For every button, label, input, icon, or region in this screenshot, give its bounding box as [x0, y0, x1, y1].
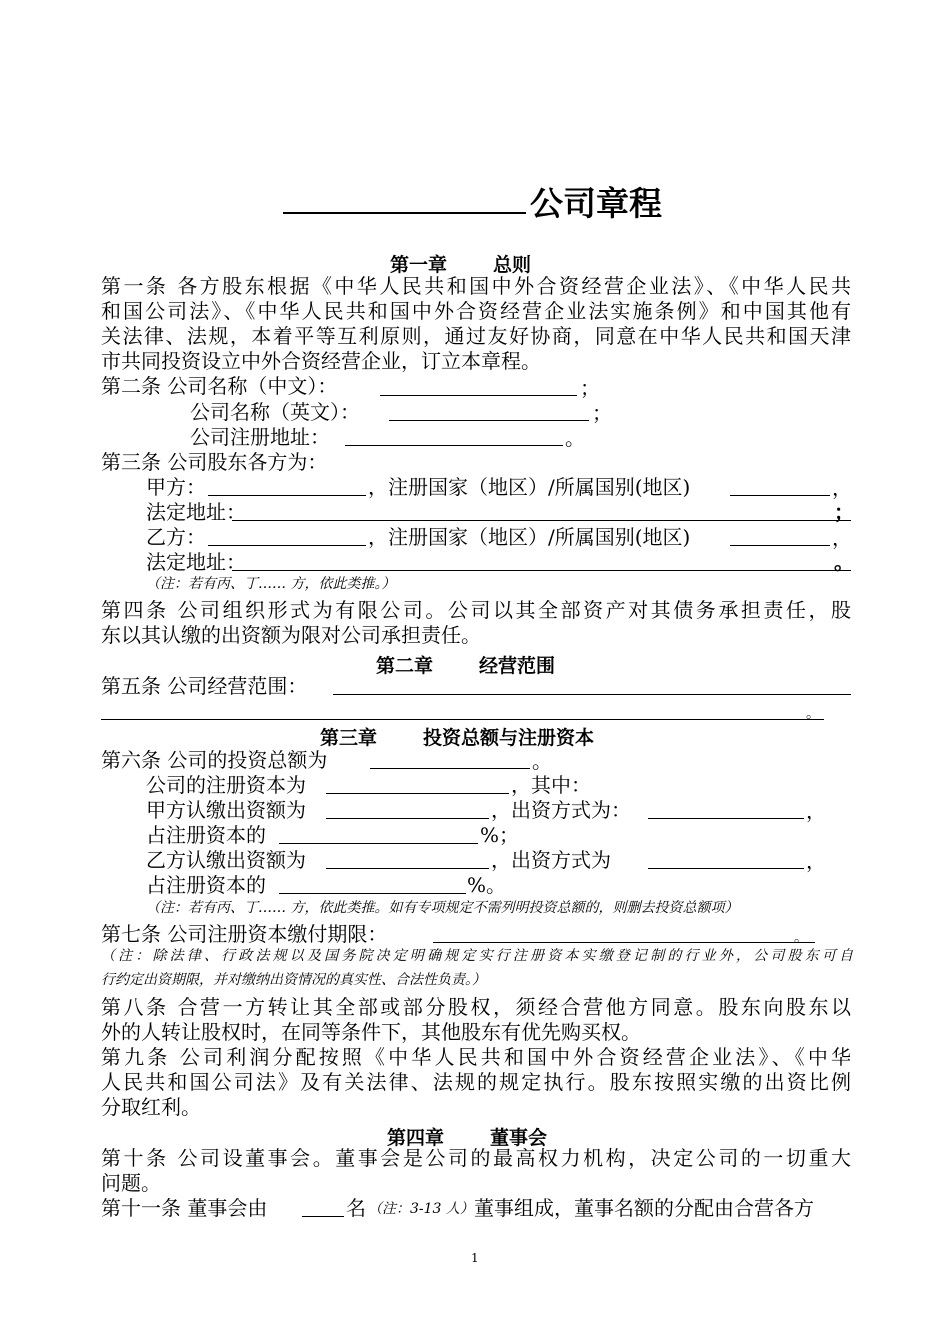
article-11-line-1: 第十一条 董事会由	[101, 1196, 268, 1220]
article-1-line-2: 和国公司法》、《中华人民共和国中外合资经营企业法实施条例》和中国其他有	[101, 299, 851, 323]
article-1-line-1: 第一条 各方股东根据《中华人民共和国中外合资经营企业法》、《中华人民共	[101, 274, 851, 298]
business-scope-blank-2	[101, 719, 824, 720]
article-1-line-4: 市共同投资设立中外合资经营企业，订立本章程。	[101, 349, 541, 373]
party-b-label: 乙方：	[146, 525, 206, 549]
article-9-line-3: 分取红利。	[101, 1095, 201, 1119]
party-b-name-blank	[208, 545, 366, 546]
chapter-name: 投资总额与注册资本	[423, 727, 595, 749]
punctuation: %。	[467, 873, 507, 897]
chapter-name: 总则	[493, 254, 532, 276]
chapter-name: 董事会	[490, 1127, 548, 1149]
chapter-3-heading	[320, 723, 594, 750]
punctuation: ；	[580, 376, 600, 400]
unit-label: 名	[346, 1196, 366, 1220]
article-10-line-2: 问题。	[101, 1171, 161, 1195]
article-5-line-1: 第五条 公司经营范围：	[101, 674, 308, 698]
article-11-line-1-end: 董事组成，董事名额的分配由合营各方	[474, 1196, 814, 1220]
punctuation: ，	[806, 849, 826, 873]
party-b-country-blank	[730, 545, 830, 546]
party-b-address-label: 法定地址：	[146, 550, 246, 574]
page-number: 1	[471, 1251, 479, 1265]
punctuation: ，	[832, 476, 852, 500]
article-4-line-2: 东以其认缴的出资额为限对公司承担责任。	[101, 623, 481, 647]
party-a-percent-blank	[279, 843, 478, 844]
article-6-note: （注：若有丙、丁…… 方，依此类推。如有专项规定不需列明投资总额的，则删去投资总额项）	[146, 900, 739, 916]
punctuation: %；	[480, 823, 520, 847]
article-2-line-1: 第二条 公司名称（中文）：	[101, 374, 338, 398]
article-2-line-3: 公司注册地址：	[190, 425, 330, 449]
director-count-blank	[302, 1216, 344, 1217]
chapter-2-heading	[376, 651, 555, 678]
registered-capital-blank	[326, 793, 509, 794]
party-b-method-blank	[648, 868, 804, 869]
director-count-note: （注：3-13 人）	[368, 1201, 474, 1217]
punctuation: 。	[794, 930, 808, 946]
article-6-line-1: 第六条 公司的投资总额为	[101, 748, 328, 772]
article-9-line-1: 第九条 公司利润分配按照《中华人民共和国中外合资经营企业法》、《中华	[101, 1045, 851, 1069]
article-6-line-6: 占注册资本的	[146, 873, 266, 897]
article-9-line-2: 人民共和国公司法》及有关法律、法规的规定执行。股东按照实缴的出资比例	[101, 1070, 851, 1094]
total-investment-blank	[370, 768, 530, 769]
party-a-address-label: 法定地址：	[146, 500, 246, 524]
english-name-blank	[389, 420, 589, 421]
business-scope-blank-1	[333, 694, 851, 695]
party-a-label: 甲方：	[146, 475, 206, 499]
party-a-contribution-blank	[326, 818, 489, 819]
chapter-number: 第四章	[387, 1127, 445, 1149]
party-b-country-label: ，注册国家（地区）/所属国别(地区)	[368, 525, 691, 549]
article-6-line-2: 公司的注册资本为	[146, 773, 306, 797]
chapter-number: 第二章	[376, 655, 434, 677]
article-1-line-3: 关法律、法规，本着平等互利原则，通过友好协商，同意在中华人民共和国天津	[101, 324, 851, 348]
party-b-address-blank	[232, 570, 851, 571]
party-b-contribution-blank	[326, 868, 489, 869]
article-6-line-3: 甲方认缴出资额为	[146, 798, 306, 822]
article-7-note-line-1: （注：除法律、行政法规以及国务院决定明确规定实行注册资本实缴登记制的行业外，公司股东可自	[101, 948, 853, 964]
article-4-line-1: 第四条 公司组织形式为有限公司。公司以其全部资产对其债务承担责任，股	[101, 598, 851, 622]
article-7-note-line-2: 行约定出资期限，并对缴纳出资情况的真实性、合法性负责。）	[101, 972, 486, 988]
punctuation: ，	[832, 526, 852, 550]
punctuation: 。	[806, 706, 820, 722]
document-title: 公司章程	[530, 184, 662, 223]
article-3-note: （注：若有丙、丁…… 方，依此类推。）	[146, 576, 396, 592]
article-8-line-2: 外的人转让股权时，在同等条件下，其他股东有优先购买权。	[101, 1020, 641, 1044]
chapter-name: 经营范围	[479, 655, 556, 677]
chinese-name-blank	[380, 395, 577, 396]
punctuation: 。	[565, 426, 585, 450]
party-a-country-blank	[730, 495, 830, 496]
article-3-line-1: 第三条 公司股东各方为：	[101, 450, 328, 474]
party-a-address-blank	[232, 520, 851, 521]
party-a-name-blank	[208, 495, 366, 496]
chapter-number: 第一章	[390, 254, 448, 276]
article-2-line-2: 公司名称（英文）：	[190, 400, 360, 424]
chapter-1-heading	[390, 250, 531, 277]
address-blank	[345, 445, 563, 446]
punctuation: ，	[806, 799, 826, 823]
chapter-number: 第三章	[320, 727, 378, 749]
article-6-line-4: 占注册资本的	[146, 823, 266, 847]
punctuation: 。	[532, 749, 552, 773]
party-a-country-label: ，注册国家（地区）/所属国别(地区)	[368, 475, 691, 499]
article-10-line-1: 第十条 公司设董事会。董事会是公司的最高权力机构，决定公司的一切重大	[101, 1146, 851, 1170]
article-7-line-1: 第七条 公司注册资本缴付期限：	[101, 922, 388, 946]
punctuation: ；	[592, 401, 612, 425]
punctuation: ；	[834, 500, 854, 524]
contribution-method-label: ，出资方式为：	[491, 798, 631, 822]
payment-deadline-blank	[433, 942, 815, 943]
punctuation: ，其中：	[511, 773, 591, 797]
article-6-line-5: 乙方认缴出资额为	[146, 848, 306, 872]
article-8-line-1: 第八条 合营一方转让其全部或部分股权，须经合营他方同意。股东向股东以	[101, 995, 851, 1019]
company-name-blank	[283, 212, 526, 214]
party-a-method-blank	[648, 818, 804, 819]
party-b-percent-blank	[279, 893, 466, 894]
contribution-method-label: ，出资方式为	[491, 848, 611, 872]
punctuation: 。	[834, 550, 854, 574]
